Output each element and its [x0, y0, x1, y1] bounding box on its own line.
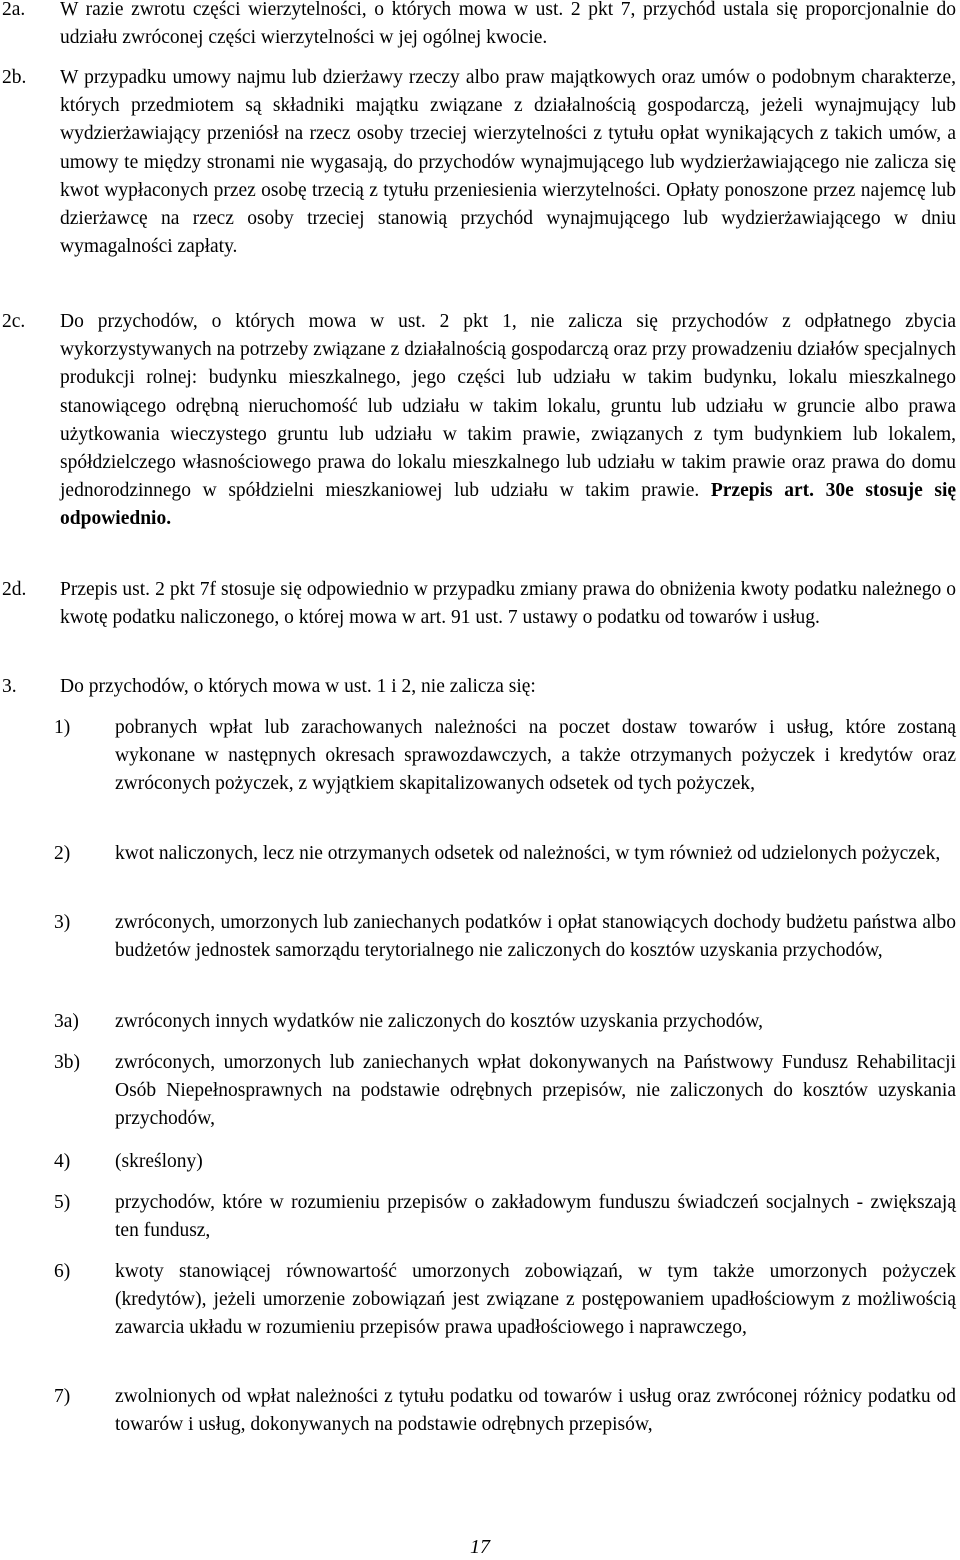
paragraph-text: W razie zwrotu części wierzytelności, o których mowa w ust. 2 pkt 7, przychód ustala się proporcjonalnie do udziału zwróconej części wierzytelności w jej ogólnej kwocie. — [60, 0, 956, 49]
list-item-text: (skreślony) — [115, 1151, 203, 1172]
list-item-number: 5) — [54, 1192, 71, 1213]
list-item-3a — [54, 1008, 956, 1036]
list-item-number: 1) — [54, 717, 71, 738]
list-item-number: 3a) — [54, 1011, 79, 1032]
paragraph-number: 2a. — [2, 0, 26, 20]
list-item-7 — [54, 1383, 956, 1439]
list-item-text: zwróconych, umorzonych lub zaniechanych podatków i opłat stanowiących dochody budżetu państwa albo budżetów jednostek samorządu terytorialnego nie zaliczonych do kosztów uzyskania przychodów, — [115, 912, 956, 962]
list-item-text: kwoty stanowiącej równowartość umorzonych zobowiązań, w tym także umorzonych pożyczek (kredytów), jeżeli umorzenie zobowiązań jest związane z postępowaniem upadłościowym z możliwością zawarcia układu w rozumieniu przepisów prawa upadłościowego i naprawczego, — [115, 1261, 956, 1339]
paragraph-2d — [2, 576, 956, 632]
list-item-text: pobranych wpłat lub zarachowanych należności na poczet dostaw towarów i usług, które zostaną wykonane w następnych okresach sprawozdawczych, a także otrzymanych pożyczek i kredytów oraz zwróconych pożyczek, z wyjątkiem skapitalizowanych odsetek od tych pożyczek, — [115, 717, 956, 795]
paragraph-2b — [2, 64, 956, 261]
list-item-text: kwot naliczonych, lecz nie otrzymanych odsetek od należności, w tym również od udzielonych pożyczek, — [115, 843, 941, 864]
list-item-4 — [54, 1148, 956, 1176]
list-item-number: 2) — [54, 843, 71, 864]
paragraph-text: Przepis ust. 2 pkt 7f stosuje się odpowiednio w przypadku zmiany prawa do obniżenia kwoty podatku należnego o kwotę podatku naliczonego, o której mowa w art. 91 ust. 7 ustawy o podatku od towarów i usług. — [60, 579, 956, 629]
paragraph-3 — [2, 673, 956, 701]
paragraph-text: Do przychodów, o których mowa w ust. 1 i 2, nie zalicza się: — [60, 676, 536, 697]
list-item-text: zwolnionych od wpłat należności z tytułu podatku od towarów i usług oraz zwróconej różnicy podatku od towarów i usług, dokonywanych na podstawie odrębnych przepisów, — [115, 1386, 956, 1436]
paragraph-text: W przypadku umowy najmu lub dzierżawy rzeczy albo praw majątkowych oraz umów o podobnym charakterze, których przedmiotem są składniki majątku związane z działalnością gospodarczą, jeżeli wynajmujący lub wydzierżawiający przeniósł na rzecz osoby trzeciej wierzytelności z tytułu opłat wynikających z takich umów, a umowy te między stronami nie wygasają, do przychodów wynajmującego lub wydzierżawiającego nie zalicza się kwot wypłaconych przez osobę trzecią z tytułu przeniesienia wierzytelności. Opłaty ponoszone przez najemcę lub dzierżawcę na rzecz osoby trzeciej stanowią przychód wynajmującego lub wydzierżawiającego w dniu wymagalności zapłaty. — [60, 67, 956, 258]
paragraph-2a — [2, 0, 956, 52]
paragraph-2c — [2, 308, 957, 534]
list-item-2 — [54, 840, 956, 868]
list-item-3 — [54, 909, 956, 965]
list-item-3b — [54, 1049, 956, 1134]
list-item-number: 3) — [54, 912, 71, 933]
list-item-number: 7) — [54, 1386, 71, 1407]
list-item-number: 4) — [54, 1151, 71, 1172]
list-item-text: zwróconych, umorzonych lub zaniechanych wpłat dokonywanych na Państwowy Fundusz Rehabilitacji Osób Niepełnosprawnych na podstawie odrębnych przepisów, nie zaliczonych do kosztów uzyskania przychodów, — [115, 1052, 956, 1130]
list-item-number: 6) — [54, 1261, 71, 1282]
paragraph-number: 3. — [2, 676, 17, 697]
list-item-text: zwróconych innych wydatków nie zaliczonych do kosztów uzyskania przychodów, — [115, 1011, 763, 1032]
list-item-6 — [54, 1258, 956, 1343]
paragraph-number: 2c. — [2, 311, 26, 332]
paragraph-text: Do przychodów, o których mowa w ust. 2 pkt 1, nie zalicza się przychodów z odpłatnego zbycia wykorzystywanych na potrzeby związane z działalnością gospodarczą oraz przy prowadzeniu działów specjalnych produkcji rolnej: budynku mieszkalnego, jego części lub udziału w takim budynku, lokalu mieszkalnego stanowiącego odrębną nieruchomość lub udziału w takim lokalu, gruntu lub udziału w gruncie albo prawa użytkowania wieczystego gruntu lub udziału w takim prawie, związanych z tym budynkiem lub lokalem, spółdzielczego własnościowego prawa do lokalu mieszkalnego lub udziału w takim prawie oraz prawa do domu jednorodzinnego w spółdzielni mieszkaniowej lub udziału w takim prawie. — [60, 311, 956, 502]
list-item-1 — [54, 714, 956, 799]
page-number: 17 — [470, 1536, 490, 1558]
list-item-5 — [54, 1189, 956, 1245]
list-item-number: 3b) — [54, 1052, 80, 1073]
paragraph-number: 2b. — [2, 67, 27, 88]
list-item-text: przychodów, które w rozumieniu przepisów o zakładowym funduszu świadczeń socjalnych - zwiększają ten fundusz, — [115, 1192, 956, 1242]
paragraph-bold-note: Przepis art. 30e stosuje się odpowiednio. — [60, 480, 957, 530]
paragraph-number: 2d. — [2, 579, 27, 600]
